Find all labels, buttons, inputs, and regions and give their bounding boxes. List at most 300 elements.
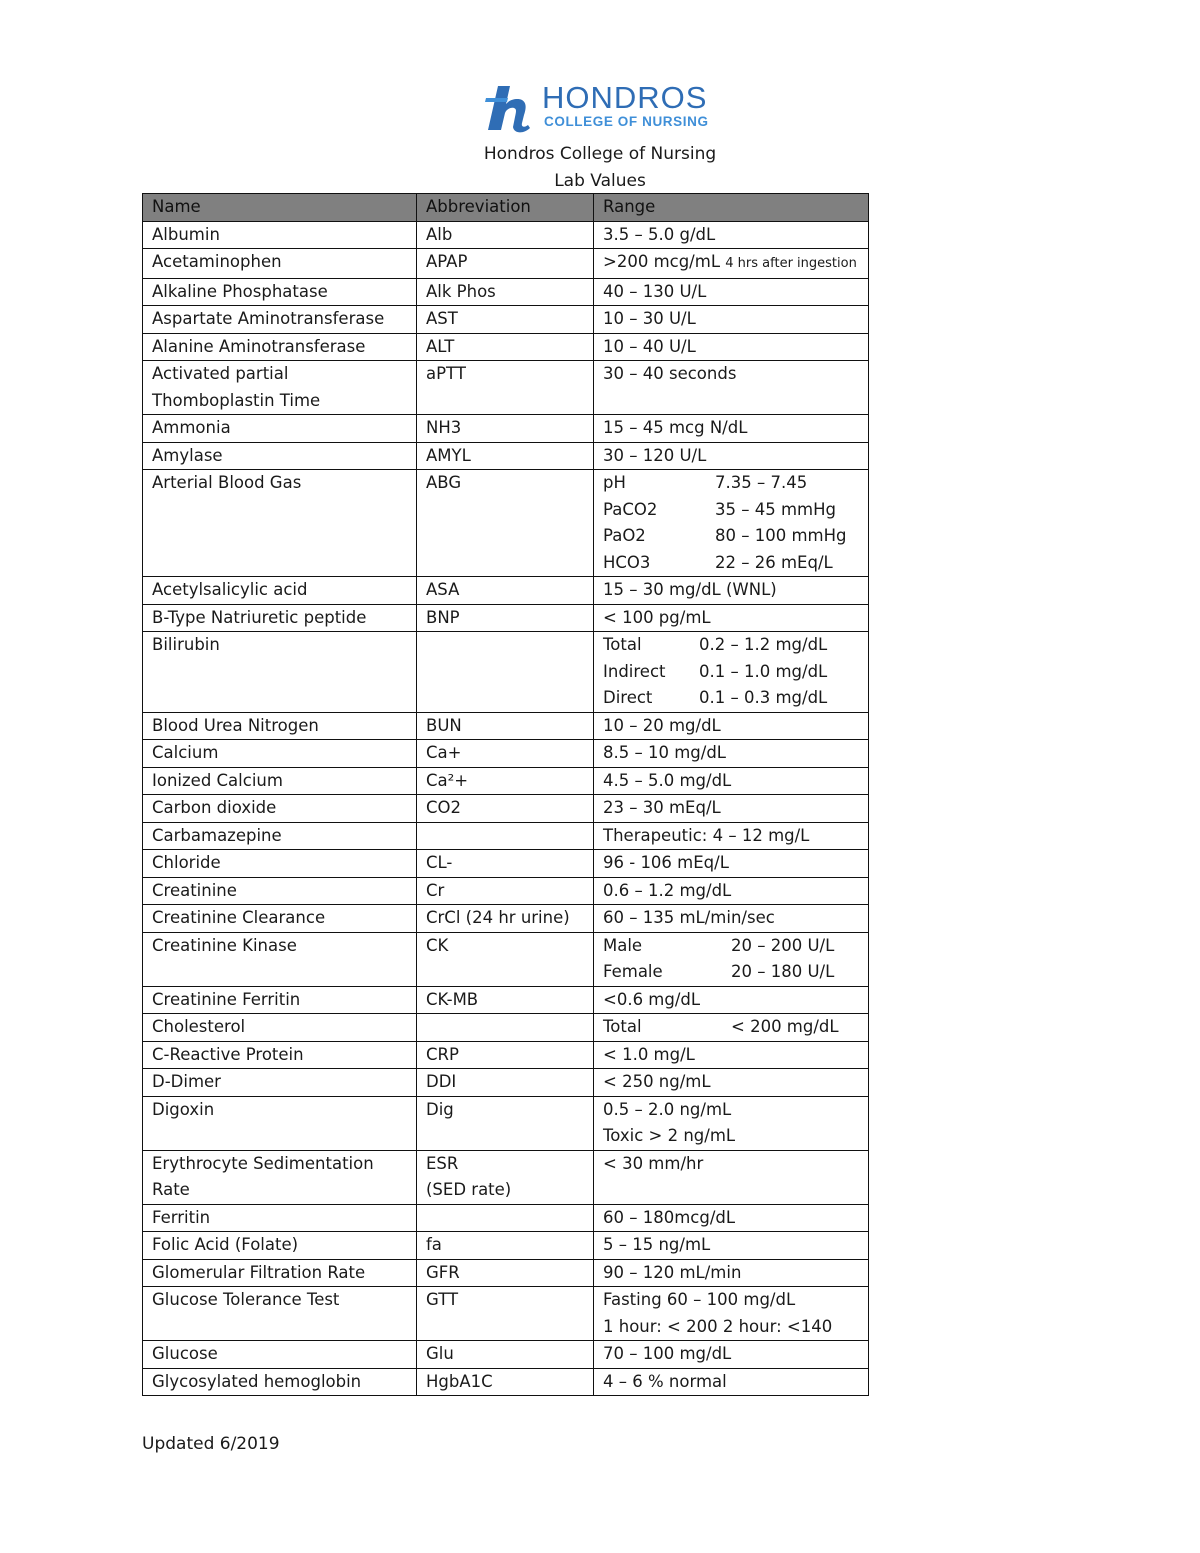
lab-abbreviation: AST [426,309,458,328]
range-value: 23 – 30 mEq/L [603,798,721,817]
table-row [143,1368,869,1396]
range-value: 4.5 – 5.0 mg/dL [603,770,732,790]
lab-name-cell [143,1204,417,1232]
table-row [143,932,869,986]
lab-name: Ionized Calcium [152,770,283,790]
lab-name: Glucose Tolerance Test [152,1290,340,1309]
table-row [143,877,869,905]
lab-name: Cholesterol [152,1017,246,1036]
updated-date: Updated 6/2019 [142,1434,280,1454]
lab-name: Blood Urea Nitrogen [152,715,319,735]
lab-abbreviation-cell [417,1259,594,1287]
range-line [603,1205,868,1232]
lab-name-cell [143,1341,417,1369]
table-row [143,795,869,823]
range-value: 15 – 30 mg/dL (WNL) [603,580,777,599]
range-value: 0.5 – 2.0 ng/mL [603,1099,732,1119]
lab-name-cell [143,986,417,1014]
table-row [143,822,869,850]
lab-range-cell [594,905,869,933]
range-label: Total [603,1017,642,1036]
lab-abbreviation-cell [417,1096,594,1150]
range-line [603,605,868,632]
range-line [603,1314,868,1341]
lab-name: Creatinine Clearance [152,908,326,927]
lab-range-cell [594,1259,869,1287]
range-value: Toxic > 2 ng/mL [603,1126,736,1145]
range-line [603,795,868,822]
lab-range-cell [594,1014,869,1042]
range-line [603,361,868,388]
lab-range-cell [594,1368,869,1396]
lab-abbreviation: ASA [426,580,460,599]
lab-range-cell [594,604,869,632]
lab-abbreviation-cell [417,278,594,306]
lab-name: Glomerular Filtration Rate [152,1262,366,1282]
range-value: 10 – 30 U/L [603,309,696,328]
lab-abbreviation: fa [426,1235,442,1254]
table-row [143,361,869,415]
lab-abbreviation: HgbA1C [426,1371,493,1391]
lab-name: Glucose [152,1344,218,1363]
table-row [143,1014,869,1042]
range-line [603,768,868,795]
table-row [143,905,869,933]
range-line [603,1232,868,1259]
hondros-logo [484,80,724,136]
range-line [603,823,868,850]
range-line [603,222,868,249]
lab-range-cell [594,1150,869,1204]
lab-abbreviation: (SED rate) [426,1180,512,1199]
lab-abbreviation: ABG [426,473,462,492]
range-label: Total [603,635,642,654]
lab-range-cell [594,1232,869,1260]
range-value: 0.1 – 0.3 mg/dL [699,688,828,707]
range-value: >200 mcg/mL [603,252,721,271]
range-value: 0.6 – 1.2 mg/dL [603,880,732,900]
lab-range-cell [594,932,869,986]
range-line [603,334,868,361]
lab-abbreviation: CK-MB [426,989,479,1009]
range-label: HCO3 [603,552,651,572]
range-line [603,523,868,550]
table-row [143,1069,869,1097]
lab-range-cell [594,1041,869,1069]
range-line [603,850,868,877]
range-value: 70 – 100 mg/dL [603,1344,732,1363]
range-line [603,1042,868,1069]
lab-abbreviation-cell [417,767,594,795]
range-value: 30 – 40 seconds [603,364,737,383]
range-value: 5 – 15 ng/mL [603,1235,711,1254]
lab-name-cell [143,740,417,768]
range-note: 4 hrs after ingestion [725,256,857,271]
lab-name-cell [143,1096,417,1150]
lab-name: Acetaminophen [152,252,282,271]
range-value: Fasting 60 – 100 mg/dL [603,1290,796,1309]
table-row [143,415,869,443]
lab-abbreviation: ALT [426,336,455,356]
table-row [143,1341,869,1369]
lab-name: Albumin [152,224,220,244]
lab-name-cell [143,877,417,905]
lab-abbreviation-cell [417,822,594,850]
range-value: 0.1 – 1.0 mg/dL [699,661,828,681]
range-value: 10 – 40 U/L [603,336,696,356]
range-value: 60 – 180mcg/dL [603,1207,736,1227]
table-row [143,1204,869,1232]
lab-abbreviation-cell [417,1232,594,1260]
lab-abbreviation-cell [417,221,594,249]
lab-name: Folic Acid (Folate) [152,1235,299,1254]
lab-range-cell [594,767,869,795]
lab-abbreviation-cell [417,877,594,905]
table-row [143,306,869,334]
document-title: Hondros College of Nursing [483,144,717,164]
table-row [143,604,869,632]
table-header-row [143,194,869,222]
lab-abbreviation: Ca+ [426,743,462,762]
range-value: 35 – 45 mmHg [715,499,837,519]
lab-abbreviation-cell [417,333,594,361]
lab-name-cell [143,822,417,850]
table-row [143,278,869,306]
range-line [603,1097,868,1124]
lab-name: Alkaline Phosphatase [152,281,328,301]
lab-name: B-Type Natriuretic peptide [152,607,367,627]
table-row [143,442,869,470]
lab-range-cell [594,712,869,740]
lab-abbreviation-cell [417,415,594,443]
lab-name-cell [143,1259,417,1287]
lab-range-cell [594,306,869,334]
lab-abbreviation-cell [417,1069,594,1097]
lab-abbreviation-cell [417,1014,594,1042]
range-line [603,550,868,577]
lab-abbreviation-cell [417,905,594,933]
lab-name: Calcium [152,743,219,762]
document-subtitle: Lab Values [554,171,646,191]
range-value: 7.35 – 7.45 [715,473,808,492]
lab-name-cell [143,604,417,632]
table-row [143,1259,869,1287]
range-value: 15 – 45 mcg N/dL [603,418,748,437]
range-value: 3.5 – 5.0 g/dL [603,224,716,244]
lab-range-cell [594,333,869,361]
lab-abbreviation: Cr [426,880,445,900]
range-value: 8.5 – 10 mg/dL [603,743,726,762]
lab-abbreviation-cell [417,712,594,740]
range-line [603,1341,868,1368]
lab-range-cell [594,822,869,850]
table-row [143,1041,869,1069]
lab-name-cell [143,577,417,605]
range-line [603,306,868,333]
lab-name: Carbamazepine [152,825,282,845]
range-line [603,497,868,524]
lab-abbreviation-cell [417,740,594,768]
lab-abbreviation: CK [426,935,449,955]
lab-name-cell [143,249,417,279]
table-body [143,221,869,1396]
range-label: Indirect [603,661,666,681]
table-row [143,986,869,1014]
lab-range-cell [594,740,869,768]
lab-name: D-Dimer [152,1072,221,1091]
lab-name: Ammonia [152,418,231,437]
lab-range-cell [594,415,869,443]
range-line [603,577,868,604]
range-line [603,933,868,960]
lab-name-cell [143,415,417,443]
range-line [603,713,868,740]
lab-abbreviation: CRP [426,1044,459,1064]
lab-abbreviation-cell [417,1204,594,1232]
lab-name-cell [143,361,417,415]
range-line [603,659,868,686]
logo-subtitle: COLLEGE OF NURSING [544,114,709,129]
lab-abbreviation-cell [417,632,594,713]
range-value: 40 – 130 U/L [603,281,707,301]
lab-name: Carbon dioxide [152,798,277,817]
lab-abbreviation-cell [417,1150,594,1204]
lab-name-cell [143,850,417,878]
table-row [143,850,869,878]
lab-range-cell [594,577,869,605]
lab-name: Creatinine Kinase [152,935,297,955]
range-value: 10 – 20 mg/dL [603,715,721,735]
lab-name-cell [143,795,417,823]
range-line [603,1260,868,1287]
range-line [603,632,868,659]
lab-name-cell [143,1287,417,1341]
logo-name: HONDROS [542,80,708,115]
table-row [143,470,869,577]
range-line [603,740,868,767]
range-label: Male [603,935,643,955]
range-line [603,470,868,497]
range-line [603,878,868,905]
lab-range-cell [594,632,869,713]
range-value: < 30 mm/hr [603,1153,704,1173]
lab-name-cell [143,712,417,740]
lab-name-cell [143,1368,417,1396]
range-line [603,443,868,470]
column-header-name: Name [143,194,417,222]
lab-abbreviation: Dig [426,1099,454,1119]
range-value: 1 hour: < 200 2 hour: <140 [603,1316,833,1336]
lab-abbreviation: CO2 [426,798,462,817]
lab-range-cell [594,850,869,878]
lab-abbreviation-cell [417,577,594,605]
lab-name-cell [143,333,417,361]
range-value: < 100 pg/mL [603,607,711,627]
range-label: PaCO2 [603,499,658,519]
range-line [603,959,868,986]
lab-name-cell [143,306,417,334]
lab-abbreviation-cell [417,361,594,415]
table-row [143,249,869,279]
hondros-h-icon [484,82,534,134]
lab-abbreviation-cell [417,850,594,878]
range-value: 20 – 200 U/L [731,935,835,955]
lab-abbreviation-cell [417,795,594,823]
range-value: 20 – 180 U/L [731,962,835,981]
lab-name-cell [143,1014,417,1042]
lab-range-cell [594,221,869,249]
lab-abbreviation: aPTT [426,364,466,383]
range-value: < 1.0 mg/L [603,1044,695,1064]
lab-name-cell [143,1069,417,1097]
lab-name: Bilirubin [152,635,220,654]
lab-name-cell [143,1150,417,1204]
lab-range-cell [594,278,869,306]
table-row [143,740,869,768]
lab-name: Thomboplastin Time [152,390,321,410]
table-row [143,221,869,249]
lab-range-cell [594,1287,869,1341]
range-value: 60 – 135 mL/min/sec [603,908,775,927]
range-value: 4 – 6 % normal [603,1371,727,1391]
lab-abbreviation-cell [417,470,594,577]
lab-abbreviation-cell [417,1041,594,1069]
lab-range-cell [594,1204,869,1232]
lab-name: Ferritin [152,1207,211,1227]
lab-name: Chloride [152,853,221,872]
lab-abbreviation: ESR [426,1153,459,1173]
lab-name-cell [143,278,417,306]
range-value: < 200 mg/dL [731,1017,839,1036]
lab-abbreviation-cell [417,306,594,334]
lab-range-cell [594,795,869,823]
lab-range-cell [594,877,869,905]
range-label: Direct [603,688,653,707]
range-label: pH [603,473,626,492]
lab-abbreviation: CrCl (24 hr urine) [426,908,570,927]
range-line [603,987,868,1014]
lab-name-cell [143,767,417,795]
range-value: 0.2 – 1.2 mg/dL [699,635,828,654]
table-row [143,1232,869,1260]
range-line [603,905,868,932]
range-label: PaO2 [603,526,646,545]
lab-range-cell [594,1096,869,1150]
lab-abbreviation-cell [417,1368,594,1396]
range-line [603,685,868,712]
lab-name: Activated partial [152,364,289,383]
lab-abbreviation: CL- [426,853,453,872]
range-value: <0.6 mg/dL [603,989,701,1009]
lab-abbreviation-cell [417,986,594,1014]
range-line [603,1287,868,1314]
column-header-abbreviation: Abbreviation [417,194,594,222]
lab-abbreviation-cell [417,442,594,470]
range-value: 30 – 120 U/L [603,445,707,465]
range-line [603,1151,868,1178]
lab-abbreviation-cell [417,932,594,986]
table-row [143,577,869,605]
lab-name: Alanine Aminotransferase [152,336,366,356]
range-value: 80 – 100 mmHg [715,526,847,545]
lab-name-cell [143,932,417,986]
lab-name-cell [143,442,417,470]
range-line [603,1123,868,1150]
range-line [603,249,868,278]
lab-abbreviation: NH3 [426,418,462,437]
lab-abbreviation-cell [417,249,594,279]
lab-name: Creatinine [152,880,237,900]
range-value: 90 – 120 mL/min [603,1262,742,1282]
range-line [603,1369,868,1396]
table-row [143,333,869,361]
lab-name: Digoxin [152,1099,215,1119]
range-line [603,1014,868,1041]
lab-range-cell [594,470,869,577]
lab-name: Amylase [152,445,223,465]
lab-abbreviation: Alk Phos [426,281,496,301]
lab-abbreviation-cell [417,1287,594,1341]
column-header-range: Range [594,194,869,222]
table-row [143,712,869,740]
lab-abbreviation: GFR [426,1262,460,1282]
range-line [603,1069,868,1096]
lab-range-cell [594,249,869,279]
table-row [143,1150,869,1204]
range-value: Therapeutic: 4 – 12 mg/L [603,825,810,845]
range-label: Female [603,962,663,981]
lab-name: Arterial Blood Gas [152,473,302,492]
range-value: < 250 ng/mL [603,1072,711,1091]
lab-name-cell [143,1041,417,1069]
lab-name-cell [143,905,417,933]
lab-abbreviation: GTT [426,1290,459,1309]
table-row [143,767,869,795]
lab-name: C-Reactive Protein [152,1044,304,1064]
range-value: 96 - 106 mEq/L [603,853,729,872]
lab-abbreviation: BNP [426,607,460,627]
lab-abbreviation: APAP [426,252,468,271]
lab-name-cell [143,1232,417,1260]
lab-range-cell [594,361,869,415]
lab-abbreviation-cell [417,1341,594,1369]
lab-name-cell [143,221,417,249]
lab-abbreviation: DDI [426,1072,457,1091]
lab-range-cell [594,442,869,470]
table-row [143,1287,869,1341]
range-line [603,415,868,442]
lab-abbreviation: Alb [426,224,453,244]
table-row [143,632,869,713]
lab-range-cell [594,1069,869,1097]
lab-abbreviation: AMYL [426,445,471,465]
lab-abbreviation-cell [417,604,594,632]
lab-abbreviation: Glu [426,1344,454,1363]
lab-range-cell [594,1341,869,1369]
lab-name-cell [143,632,417,713]
lab-abbreviation: Ca²+ [426,770,469,790]
lab-name-cell [143,470,417,577]
lab-values-table [142,193,869,1396]
table-row [143,1096,869,1150]
lab-name: Acetylsalicylic acid [152,580,308,599]
lab-name: Aspartate Aminotransferase [152,309,385,328]
lab-name: Rate [152,1180,190,1199]
lab-abbreviation: BUN [426,715,462,735]
lab-range-cell [594,986,869,1014]
lab-name: Creatinine Ferritin [152,989,301,1009]
lab-name: Erythrocyte Sedimentation [152,1153,374,1173]
